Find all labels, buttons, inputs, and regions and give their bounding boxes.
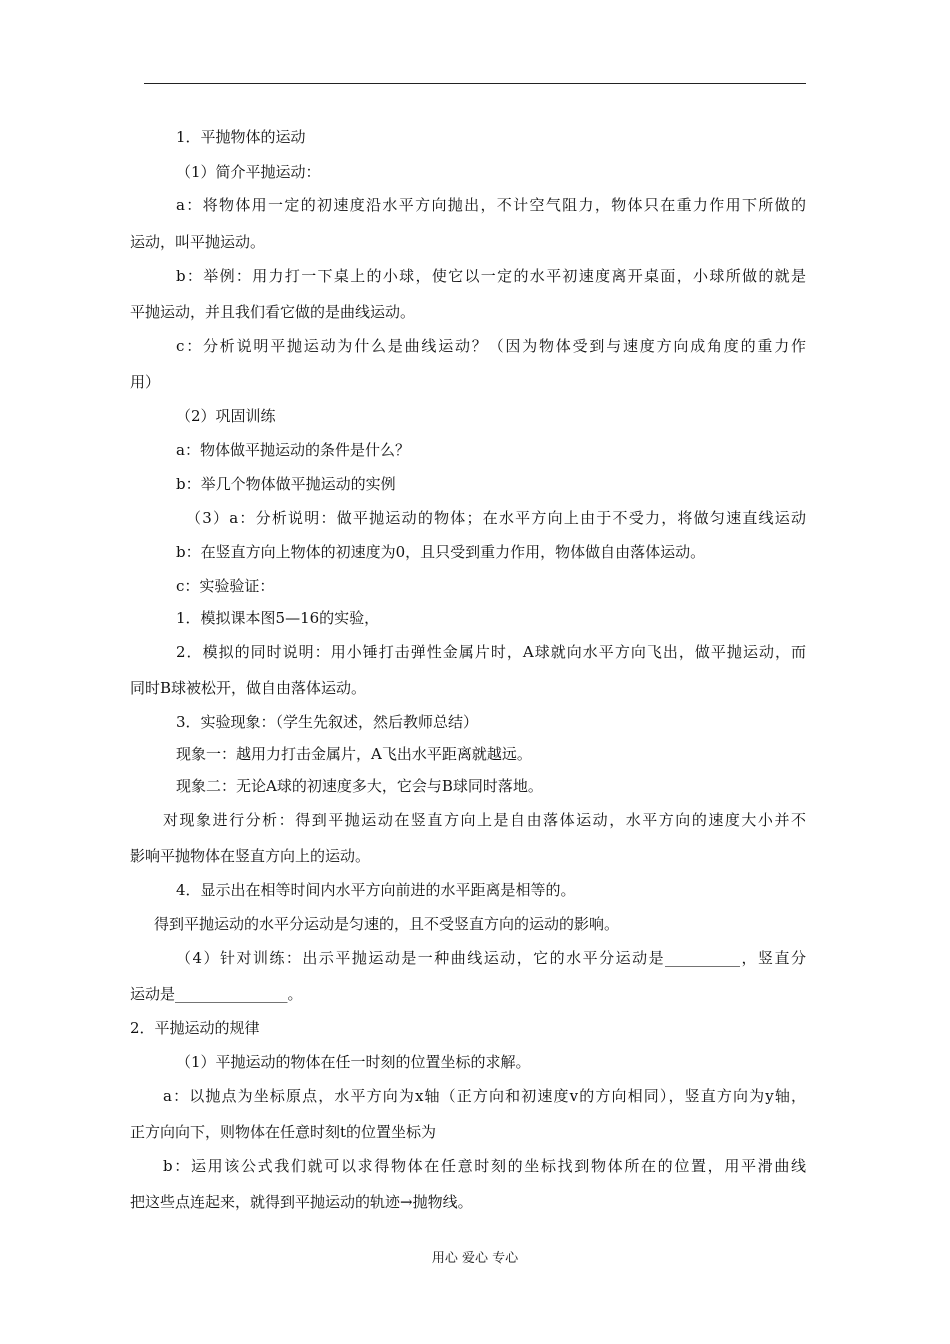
page-footer: 用心 爱心 专心 <box>431 1251 519 1266</box>
paragraph-line: b：运用该公式我们就可以求得物体在任意时刻的坐标找到物体所在的位置，用平滑曲线 <box>163 1157 806 1175</box>
subheading-intro: （1）简介平抛运动： <box>176 163 321 181</box>
paragraph-line: b：举几个物体做平抛运动的实例 <box>176 475 396 493</box>
paragraph-line: c：实验验证： <box>176 577 275 595</box>
paragraph-line: a：将物体用一定的初速度沿水平方向抛出，不计空气阻力，物体只在重力作用下所做的 <box>176 196 806 214</box>
paragraph-line: 对现象进行分析：得到平抛运动在竖直方向上是自由落体运动，水平方向的速度大小并不 <box>163 811 806 829</box>
paragraph-line: b：举例：用力打一下桌上的小球，使它以一定的水平初速度离开桌面，小球所做的就是 <box>176 267 806 285</box>
header-rule <box>144 83 806 84</box>
paragraph-line: （4）针对训练：出示平抛运动是一种曲线运动，它的水平分运动是__________，竖直分 <box>176 949 806 967</box>
paragraph-line: 3．实验现象：（学生先叙述，然后教师总结） <box>176 713 479 731</box>
paragraph-line: 2．模拟的同时说明：用小锤打击弹性金属片时，A球就向水平方向飞出，做平抛运动，而 <box>176 643 806 661</box>
paragraph-line: 得到平抛运动的水平分运动是匀速的，且不受竖直方向的运动的影响。 <box>154 915 620 933</box>
paragraph-line: 同时B球被松开，做自由落体运动。 <box>130 679 367 697</box>
section-heading-2: 2．平抛运动的规律 <box>130 1019 260 1037</box>
paragraph-line: 平抛运动，并且我们看它做的是曲线运动。 <box>130 303 416 321</box>
subheading-practice: （2）巩固训练 <box>176 407 276 425</box>
paragraph-line: c：分析说明平抛运动为什么是曲线运动？（因为物体受到与速度方向成角度的重力作 <box>176 337 806 355</box>
paragraph-line: 运动，叫平抛运动。 <box>130 233 266 251</box>
paragraph-line: 4．显示出在相等时间内水平方向前进的水平距离是相等的。 <box>176 881 576 899</box>
paragraph-line: 运动是_______________。 <box>130 985 303 1003</box>
paragraph-line: （3）a：分析说明：做平抛运动的物体；在水平方向上由于不受力，将做匀速直线运动 <box>186 509 806 527</box>
paragraph-line: 1．模拟课本图5—16的实验， <box>176 609 380 627</box>
paragraph-line: a：物体做平抛运动的条件是什么？ <box>176 441 410 459</box>
paragraph-line: 用） <box>130 373 161 391</box>
paragraph-line: a：以抛点为坐标原点，水平方向为x轴（正方向和初速度v的方向相同），竖直方向为y轴， <box>163 1087 806 1105</box>
subheading-position: （1）平抛运动的物体在任一时刻的位置坐标的求解。 <box>176 1053 531 1071</box>
paragraph-line: 影响平抛物体在竖直方向上的运动。 <box>130 847 371 865</box>
paragraph-line: 正方向向下，则物体在任意时刻t的位置坐标为 <box>130 1123 437 1141</box>
paragraph-line: b：在竖直方向上物体的初速度为0，且只受到重力作用，物体做自由落体运动。 <box>176 543 706 561</box>
paragraph-line: 现象一：越用力打击金属片，A飞出水平距离就越远。 <box>176 745 532 763</box>
paragraph-line: 把这些点连起来，就得到平抛运动的轨迹→抛物线。 <box>130 1193 473 1211</box>
paragraph-line: 现象二：无论A球的初速度多大，它会与B球同时落地。 <box>176 777 543 795</box>
section-heading-1: 1．平抛物体的运动 <box>176 128 306 146</box>
